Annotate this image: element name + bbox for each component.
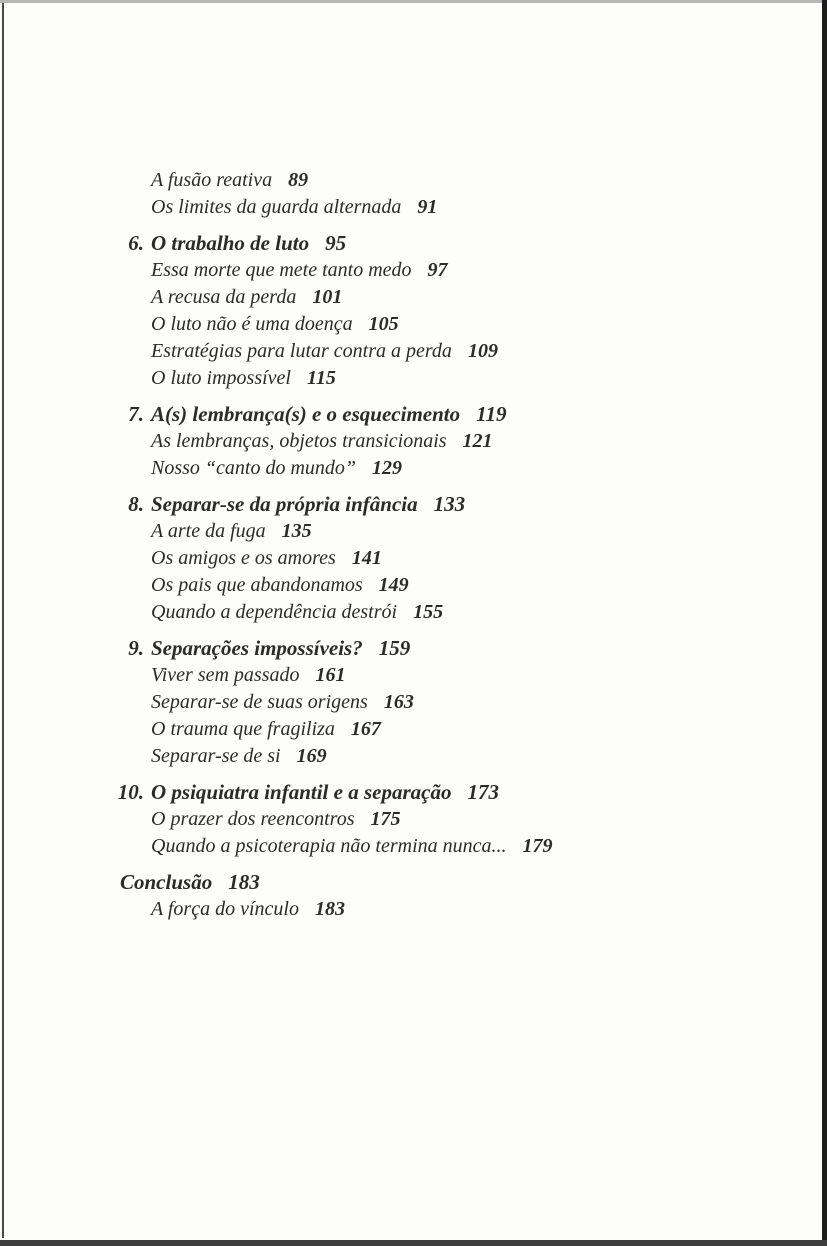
page-number: 121 <box>462 430 493 452</box>
toc-sub-entry <box>151 455 791 482</box>
page-number: 163 <box>383 691 414 713</box>
toc-sub-entry <box>151 194 791 221</box>
page-number: 167 <box>350 718 381 740</box>
toc-sub-entry <box>151 806 791 833</box>
entry-title: A arte da fuga <box>151 520 266 542</box>
chapter-number: 7. <box>128 402 144 426</box>
toc-chapter-entry <box>117 779 791 806</box>
toc-sub-entry <box>151 545 791 572</box>
table-of-contents <box>117 167 791 923</box>
chapter-title: Separar-se da própria infância <box>151 492 418 516</box>
toc-sub-entry <box>151 428 791 455</box>
page-number: 101 <box>312 286 343 308</box>
page-number: 183 <box>314 898 345 920</box>
page-number: 141 <box>351 547 382 569</box>
toc-sub-entry <box>151 167 791 194</box>
entry-title: Estratégias para lutar contra a perda <box>151 340 452 362</box>
page-number: 161 <box>315 664 346 686</box>
toc-sub-entry <box>151 338 791 365</box>
page-number: 173 <box>467 780 499 804</box>
entry-title: O luto impossível <box>151 367 291 389</box>
entry-title: A recusa da perda <box>151 286 297 308</box>
page-number: 91 <box>417 196 438 218</box>
entry-title: A força do vínculo <box>151 898 299 920</box>
toc-chapter-entry <box>128 401 791 428</box>
chapter-title: O trabalho de luto <box>151 231 310 255</box>
entry-title: Essa morte que mete tanto medo <box>151 259 412 281</box>
page-number: 183 <box>228 870 260 894</box>
entry-title: As lembranças, objetos transicionais <box>151 430 447 452</box>
chapter-title: O psiquiatra infantil e a separação <box>151 780 452 804</box>
toc-chapter-entry <box>128 491 791 518</box>
toc-sub-entry <box>151 896 791 923</box>
chapter-title: A(s) lembrança(s) e o esquecimento <box>151 402 461 426</box>
chapter-number: 6. <box>128 231 144 255</box>
page-number: 95 <box>325 231 347 255</box>
entry-title: Os amigos e os amores <box>151 547 336 569</box>
page-number: 135 <box>281 520 312 542</box>
toc-sub-entry <box>151 689 791 716</box>
page-number: 155 <box>413 601 444 623</box>
toc-group <box>128 401 791 482</box>
chapter-number: 10. <box>117 780 144 804</box>
toc-group <box>128 635 791 770</box>
toc-sub-entry <box>151 311 791 338</box>
entry-title: O prazer dos reencontros <box>151 808 355 830</box>
toc-sub-entry <box>151 743 791 770</box>
toc-group <box>117 779 791 860</box>
page-number: 129 <box>372 457 403 479</box>
page-number: 159 <box>378 636 411 660</box>
toc-sub-entry <box>151 716 791 743</box>
toc-sub-entry <box>151 572 791 599</box>
entry-title: O trauma que fragiliza <box>151 718 335 740</box>
toc-group <box>151 167 791 221</box>
entry-title: Separar-se de suas origens <box>151 691 368 713</box>
page-number: 115 <box>307 367 336 389</box>
page-number: 175 <box>370 808 401 830</box>
toc-chapter-entry <box>128 230 791 257</box>
chapter-number: 9. <box>128 636 144 660</box>
toc-chapter-entry <box>128 635 791 662</box>
page-number: 133 <box>433 492 466 516</box>
toc-group <box>128 230 791 392</box>
page-number: 89 <box>288 169 309 191</box>
scan-edge-left <box>2 3 4 1238</box>
toc-sub-entry <box>151 365 791 392</box>
page-number: 169 <box>296 745 327 767</box>
page-number: 109 <box>467 340 498 362</box>
toc-sub-entry <box>151 518 791 545</box>
scan-edge-bottom <box>0 1240 827 1246</box>
entry-title: A fusão reativa <box>151 169 273 191</box>
entry-title: Os limites da guarda alternada <box>151 196 402 218</box>
page-number: 105 <box>368 313 399 335</box>
toc-sub-entry <box>151 257 791 284</box>
entry-title: O luto não é uma doença <box>151 313 353 335</box>
toc-sub-entry <box>151 662 791 689</box>
entry-title: Os pais que abandonamos <box>151 574 363 596</box>
page-number: 97 <box>427 259 448 281</box>
entry-title: Quando a psicoterapia não termina nunca... <box>151 835 507 857</box>
entry-title: Quando a dependência destrói <box>151 601 398 623</box>
page-number: 119 <box>476 402 507 426</box>
entry-title: Viver sem passado <box>151 664 300 686</box>
entry-title: Separar-se de si <box>151 745 281 767</box>
toc-sub-entry <box>151 599 791 626</box>
scan-edge-top <box>0 0 827 3</box>
chapter-title: Separações impossíveis? <box>151 636 363 660</box>
toc-group <box>120 869 791 923</box>
toc-sub-entry <box>151 833 791 860</box>
toc-sub-entry <box>151 284 791 311</box>
entry-title: Nosso “canto do mundo” <box>151 457 357 479</box>
chapter-title: Conclusão <box>120 870 213 894</box>
toc-group <box>128 491 791 626</box>
chapter-number: 8. <box>128 492 144 516</box>
toc-conclusion-entry <box>120 869 791 896</box>
page-number: 149 <box>378 574 409 596</box>
scan-edge-right <box>822 0 827 1246</box>
page-number: 179 <box>522 835 553 857</box>
